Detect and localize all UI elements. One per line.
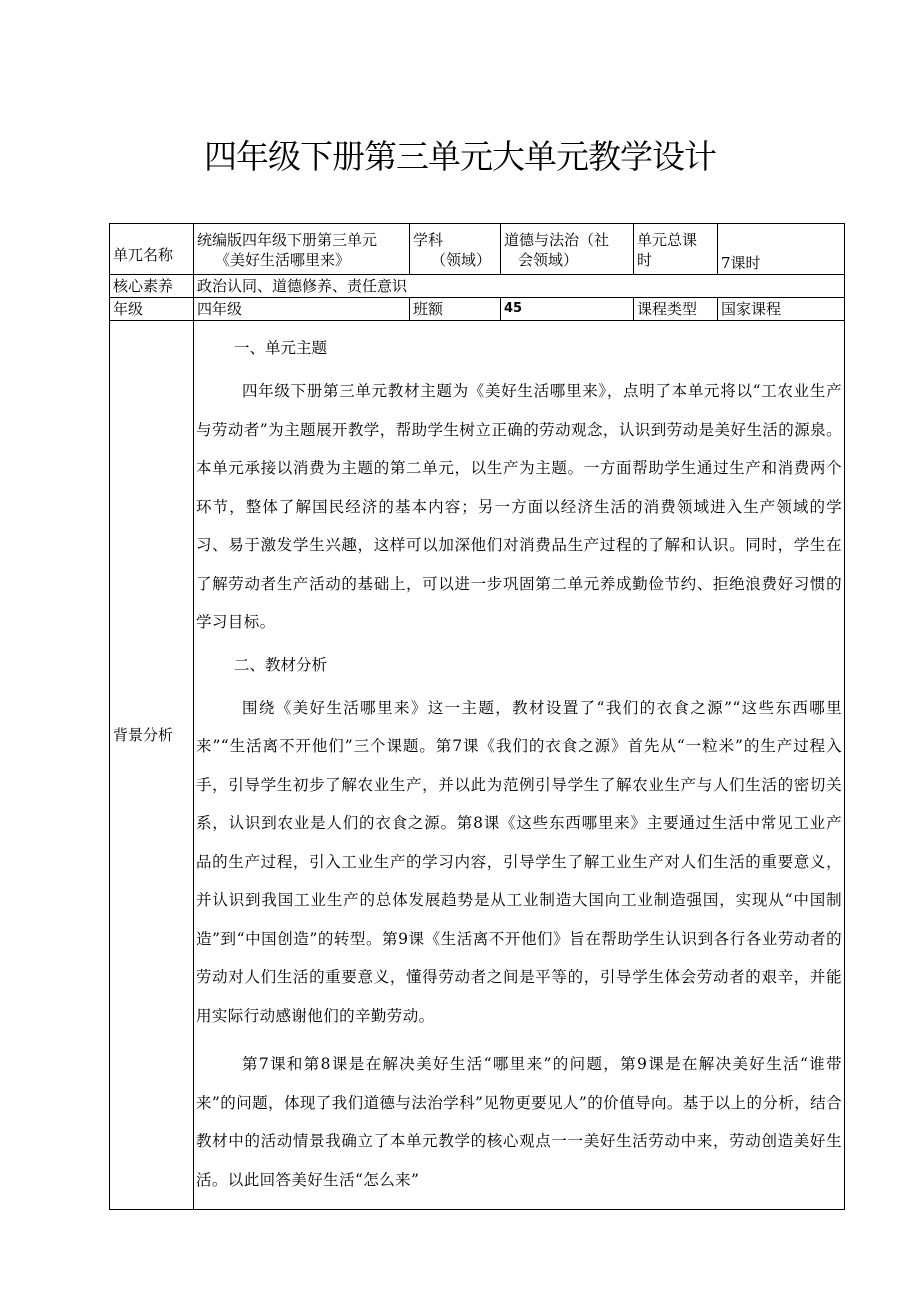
- section-heading-textbook-analysis: 二、教材分析: [234, 655, 328, 674]
- total-hours-label-line1: 单元总课: [637, 231, 698, 249]
- subject-label-line2: （领域）: [431, 251, 492, 269]
- unit-name-value-line1: 统编版四年级下册第三单元: [197, 231, 378, 249]
- unit-name-label-cell: [110, 224, 194, 275]
- table-row-core-literacy: [110, 275, 845, 298]
- unit-name-value-line2: 《美好生活哪里来》: [215, 251, 351, 269]
- grade-value: 四年级: [194, 298, 410, 321]
- table-row-background: [110, 321, 845, 1210]
- total-hours-label-line2: 时: [637, 251, 653, 269]
- course-type-label: 课程类型: [634, 298, 718, 321]
- class-size-value-cell: [501, 298, 634, 321]
- core-literacy-label: 核心素养: [110, 275, 194, 298]
- subject-label-cell: [410, 224, 501, 275]
- subject-value-cell: [501, 224, 634, 275]
- unit-name-value-cell: [194, 224, 410, 275]
- total-hours-value: 7课时: [721, 254, 761, 272]
- unit-theme-paragraph: 四年级下册第三单元教材主题为《美好生活哪里来》，点明了本单元将以“工农业生产与劳动者”为主题展开教学，帮助学生树立正确的劳动观念，认识到劳动是美好生活的源泉。本单元承接以消费为主题的第二单元，以生产为主题。一方面帮助学生通过生产和消费两个环节，整体了解国民经济的基本内容；另一方面以经济生活的消费领域进入生产领域的学习、易于激发学生兴趣，这样可以加深他们对消费品生产过程的了解和认识。同时，学生在了解劳动者生产活动的基础上，可以进一步巩固第二单元养成勤俭节约、拒绝浪费好习惯的学习目标。: [196, 382, 842, 631]
- page-title: 四年级下册第三单元大单元教学设计: [204, 137, 716, 176]
- background-label-cell: [110, 321, 194, 1210]
- textbook-analysis-paragraph-1: 围绕《美好生活哪里来》这一主题，教材设置了“我们的衣食之源”“这些东西哪里来”“生活离不开他们”三个课题。第7课《我们的衣食之源》首先从“一粒米”的生产过程入手，引导学生初步了解农业生产，并以此为范例引导学生了解农业生产与人们生活的密切关系，认识到农业是人们的衣食之源。第8课《这些东西哪里来》主要通过生活中常见工业产品的生产过程，引入工业生产的学习内容，引导学生了解工业生产对人们生活的重要意义，并认识到我国工业生产的总体发展趋势是从工业制造大国向工业制造强国，实现从“中国制造”到“中国创造”的转型。第9课《生活离不开他们》旨在帮助学生认识到各行各业劳动者的劳动对人们生活的重要意义，懂得劳动者之间是平等的，引导学生体会劳动者的艰辛，并能用实际行动感谢他们的辛勤劳动。: [196, 698, 842, 1025]
- subject-value-line2: 会领域）: [518, 251, 579, 269]
- grade-label: 年级: [110, 298, 194, 321]
- course-type-value: 国家课程: [718, 298, 845, 321]
- section-heading-unit-theme: 一、单元主题: [234, 339, 328, 357]
- unit-name-label: 单兀名称: [113, 246, 174, 264]
- unit-plan-table: [109, 223, 845, 1210]
- table-row-unit-info: [110, 224, 845, 275]
- table-row-grade: [110, 298, 845, 321]
- background-content-cell: [194, 321, 845, 1210]
- textbook-analysis-paragraph-2: 第7课和第8课是在解决美好生活“哪里来”的问题，第9课是在解决美好生活“谁带来”的问题，体现了我们道德与法治学科”见物更要见人”的价值导向。基于以上的分析，结合教材中的活动情景我确立了本单元教学的核心观点一一美好生活劳动中来，劳动创造美好生活。以此回答美好生活“怎么来”: [196, 1055, 842, 1189]
- class-size-label: 班额: [410, 298, 501, 321]
- background-label: 背景分析: [113, 726, 174, 744]
- core-literacy-value: 政治认同、道德修养、责任意识: [194, 275, 845, 298]
- class-size-value: 45: [504, 301, 523, 316]
- subject-value-line1: 道德与法治（社: [504, 231, 610, 249]
- total-hours-label-cell: [634, 224, 718, 275]
- subject-label-line1: 学科: [413, 231, 444, 249]
- total-hours-value-cell: [718, 224, 845, 275]
